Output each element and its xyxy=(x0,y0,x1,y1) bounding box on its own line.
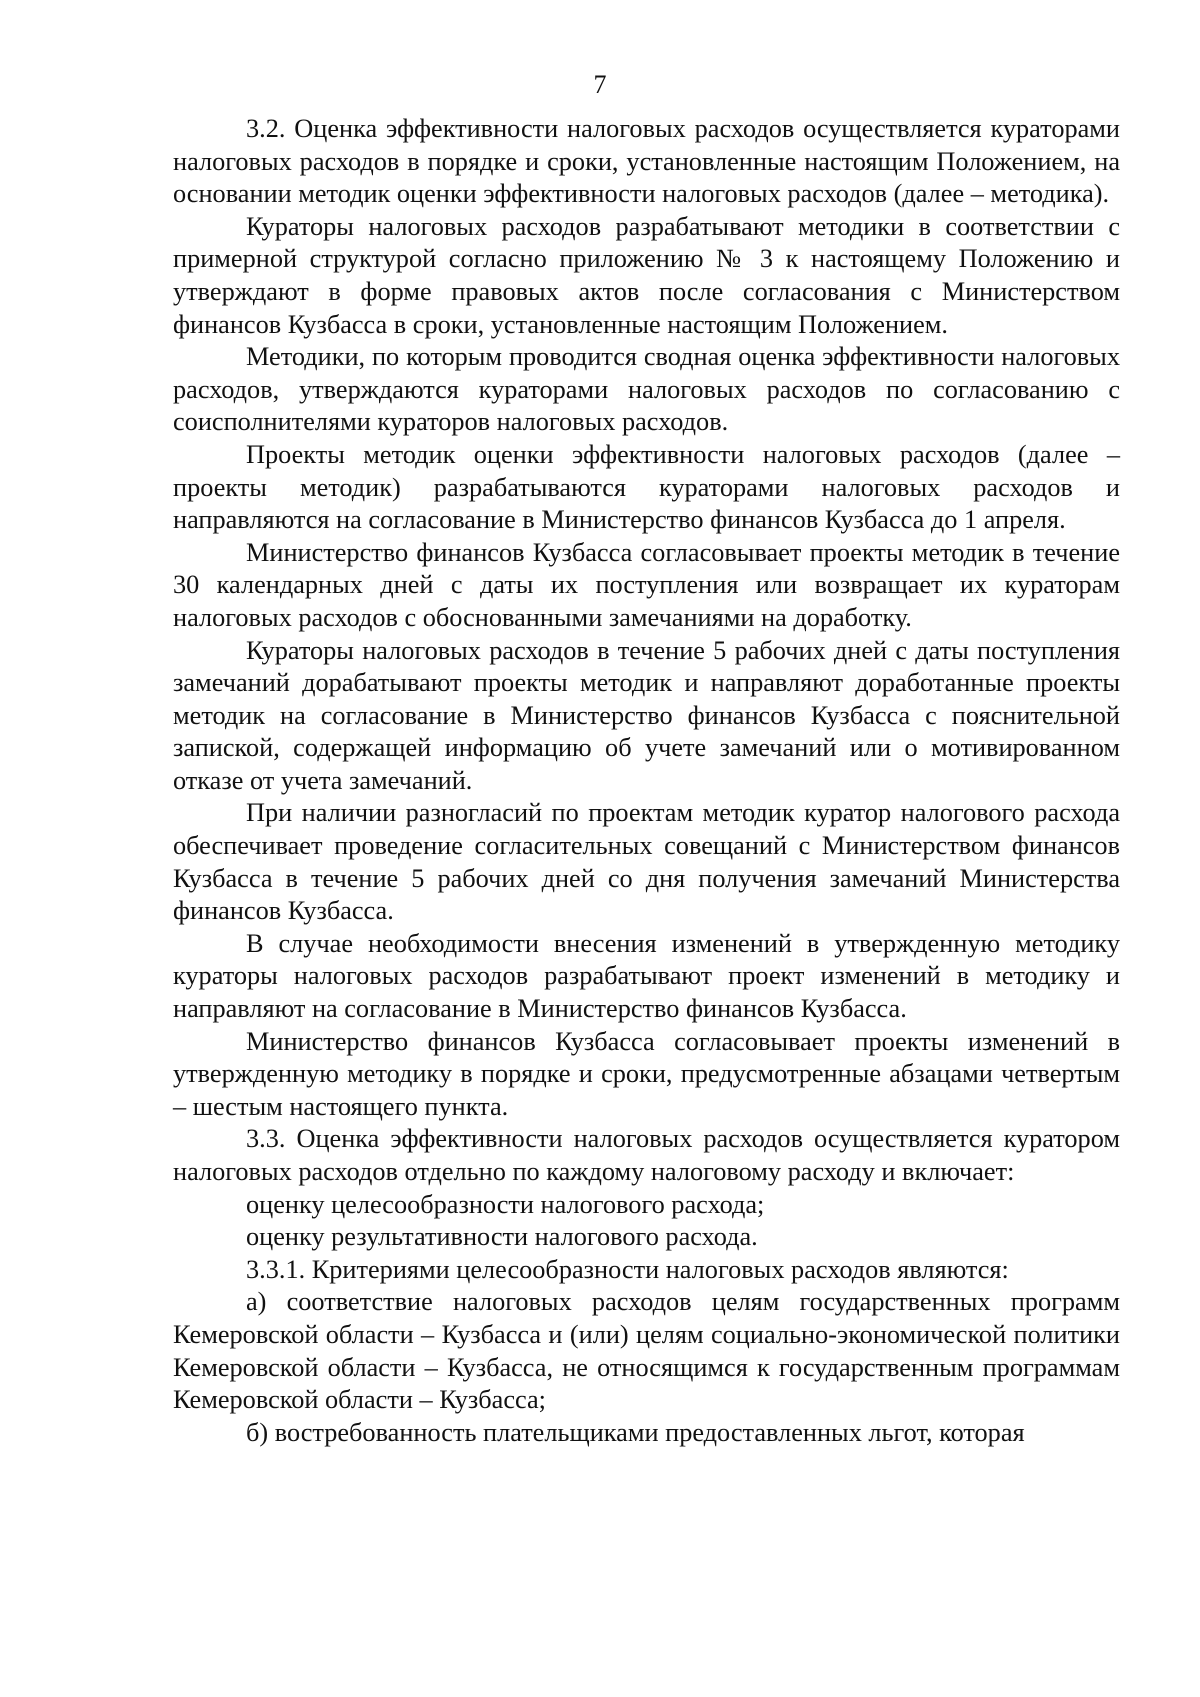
criterion-a: а) соответствие налоговых расходов целям государственных программ Кемеровской области – Кузбасса и (или) целям социально-экономической политики Кемеровской области – Кузбасса, не относящимся к государственным программам Кемеровской области – Кузбасса; xyxy=(173,1287,1120,1415)
paragraph-ministry-approval: Министерство финансов Кузбасса согласовывает проекты методик в течение 30 календарных дней с даты их поступления или возвращает их кураторам налоговых расходов с обоснованными замечаниями на доработку. xyxy=(173,537,1120,632)
page-number: 7 xyxy=(593,70,607,99)
paragraph-summary-methods: Методики, по которым проводится сводная оценка эффективности налоговых расходов, утверждаются кураторами налоговых расходов по согласованию с соисполнителями кураторов налоговых расходов. xyxy=(173,342,1120,437)
paragraph-disagreements: При наличии разногласий по проектам методик куратор налогового расхода обеспечивает проведение согласительных совещаний с Министерством финансов Кузбасса в течение 5 рабочих дней со дня получения замечаний Министерства финансов Кузбасса. xyxy=(173,798,1120,926)
list-item-expediency: оценку целесообразности налогового расхода; xyxy=(246,1189,765,1219)
list-item-effectiveness: оценку результативности налогового расхода. xyxy=(246,1222,758,1252)
criterion-b: б) востребованность плательщиками предоставленных льгот, которая xyxy=(246,1417,1025,1447)
document-body xyxy=(173,113,1120,1449)
paragraph-revision: Кураторы налоговых расходов в течение 5 рабочих дней с даты поступления замечаний дорабатывают проекты методик и направляют доработанные проекты методик на согласование в Министерство финансов Кузбасса с пояснительной запиской, содержащей информацию об учете замечаний или о мотивированном отказе от учета замечаний. xyxy=(173,635,1120,795)
paragraph-3-3-1: 3.3.1. Критериями целесообразности налоговых расходов являются: xyxy=(246,1254,1009,1284)
paragraph-amendments: В случае необходимости внесения изменений в утвержденную методику кураторы налоговых расходов разрабатывают проект изменений в методику и направляют на согласование в Министерство финансов Кузбасса. xyxy=(173,928,1120,1024)
paragraph-draft-methods: Проекты методик оценки эффективности налоговых расходов (далее – проекты методик) разрабатываются кураторами налоговых расходов и направляются на согласование в Министерство финансов Кузбасса до 1 апреля. xyxy=(173,439,1120,535)
paragraph-3-2: 3.2. Оценка эффективности налоговых расходов осуществляется кураторами налоговых расходов в порядке и сроки, установленные настоящим Положением, на основании методик оценки эффективности налоговых расходов (далее – методика). xyxy=(173,114,1120,209)
paragraph-curators-develop: Кураторы налоговых расходов разрабатывают методики в соответствии с примерной структурой согласно приложению № 3 к настоящему Положению и утверждают в форме правовых актов после согласования с Министерством финансов Кузбасса в сроки, установленные настоящим Положением. xyxy=(173,211,1120,339)
paragraph-amendments-approval: Министерство финансов Кузбасса согласовывает проекты изменений в утвержденную методику в порядке и сроки, предусмотренные абзацами четвертым – шестым настоящего пункта. xyxy=(173,1026,1120,1121)
paragraph-3-3: 3.3. Оценка эффективности налоговых расходов осуществляется куратором налоговых расходов отдельно по каждому налоговому расходу и включает: xyxy=(173,1124,1120,1186)
